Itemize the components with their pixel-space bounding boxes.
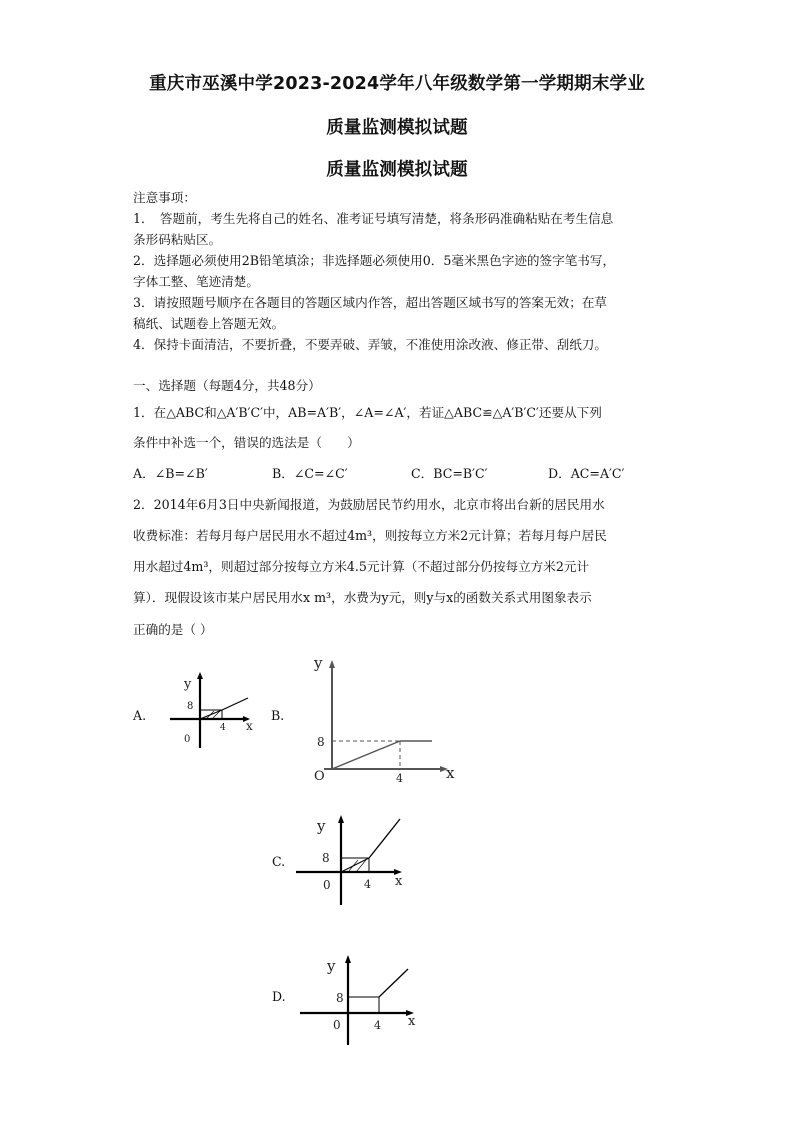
- notice-line: 稿纸、试题卷上答题无效。: [133, 316, 285, 331]
- x-axis-label: x: [446, 764, 455, 782]
- question-2-stem: 收费标准：若每月每户居民用水不超过4m³，则按每立方米2元计算；若每月每户居民: [133, 528, 607, 543]
- y-axis-label: y: [317, 817, 326, 835]
- origin-label: 0: [323, 878, 331, 892]
- x-value-label: 4: [374, 1019, 381, 1032]
- x-axis-label: x: [408, 1014, 416, 1029]
- x-value-label: 4: [396, 772, 403, 785]
- notice-heading: 注意事项：: [133, 190, 196, 205]
- notice-line: 字体工整、笔迹清楚。: [133, 274, 259, 289]
- graph-option-d: [300, 955, 420, 1050]
- graph-option-d-label: D.: [272, 989, 286, 1004]
- y-value-label: 8: [322, 851, 330, 865]
- question-1-option-a: A．∠B=∠B′: [133, 466, 208, 481]
- graph-option-a-label: A.: [133, 708, 147, 723]
- y-value-label: 8: [187, 701, 194, 712]
- notice-line: 1． 答题前，考生先将自己的姓名、准考证号填写清楚，将条形码准确粘贴在考生信息: [133, 211, 614, 226]
- question-2-stem: 用水超过4m³，则超过部分按每立方米4.5元计算（不超过部分仍按每立方米2元计: [133, 559, 590, 574]
- origin-label: 0: [333, 1018, 341, 1032]
- graph-option-a: [170, 672, 260, 752]
- question-1-option-d: D．AC=A′C′: [548, 466, 625, 481]
- y-axis-label: y: [184, 677, 192, 692]
- graph-option-c-label: C.: [272, 854, 286, 869]
- origin-label: 0: [184, 734, 191, 745]
- notice-line: 4．保持卡面清洁，不要折叠，不要弄破、弄皱，不准使用涂改液、修正带、刮纸刀。: [133, 337, 607, 352]
- document-subtitle: 质量监测模拟试题: [326, 118, 468, 138]
- origin-label: O: [314, 769, 325, 784]
- y-value-label: 8: [317, 735, 325, 749]
- notice-line: 条形码粘贴区。: [133, 232, 222, 247]
- question-1-stem: 1．在△ABC和△A′B′C′中，AB=A′B′，∠A=∠A′，若证△ABC≌△A′B′C′还要从下列: [133, 405, 602, 420]
- graph-option-b: [304, 652, 464, 784]
- y-axis-label: y: [314, 654, 323, 672]
- question-1-stem: 条件中补选一个，错误的选法是（ ）: [133, 435, 360, 450]
- question-2-stem: 2．2014年6月3日中央新闻报道，为鼓励居民节约用水，北京市将出台新的居民用水: [133, 497, 605, 512]
- notice-line: 3．请按照题号顺序在各题目的答题区域内作答，超出答题区域书写的答案无效；在草: [133, 295, 607, 310]
- graph-option-c: [296, 815, 411, 910]
- question-2-stem: 算）．现假设该市某户居民用水x m³，水费为y元，则y与x的函数关系式用图象表示: [133, 590, 592, 605]
- x-axis-label: x: [246, 719, 253, 733]
- notice-line: 2．选择题必须使用2B铅笔填涂；非选择题必须使用0．5毫米黑色字迹的签字笔书写，: [133, 253, 616, 268]
- y-value-label: 8: [336, 991, 344, 1005]
- document-title: 重庆市巫溪中学2023-2024学年八年级数学第一学期期末学业: [149, 74, 645, 94]
- x-value-label: 4: [364, 878, 371, 891]
- x-value-label: 4: [220, 723, 226, 733]
- graph-option-b-label: B.: [271, 708, 285, 723]
- question-1-option-b: B．∠C=∠C′: [272, 466, 348, 481]
- document-subtitle-repeat: 质量监测模拟试题: [326, 160, 468, 180]
- section-heading: 一、选择题（每题4分，共48分）: [133, 378, 321, 393]
- question-2-stem: 正确的是（ ）: [133, 622, 213, 637]
- y-axis-label: y: [327, 957, 336, 975]
- x-axis-label: x: [395, 874, 403, 889]
- question-1-option-c: C．BC=B′C′: [411, 466, 488, 481]
